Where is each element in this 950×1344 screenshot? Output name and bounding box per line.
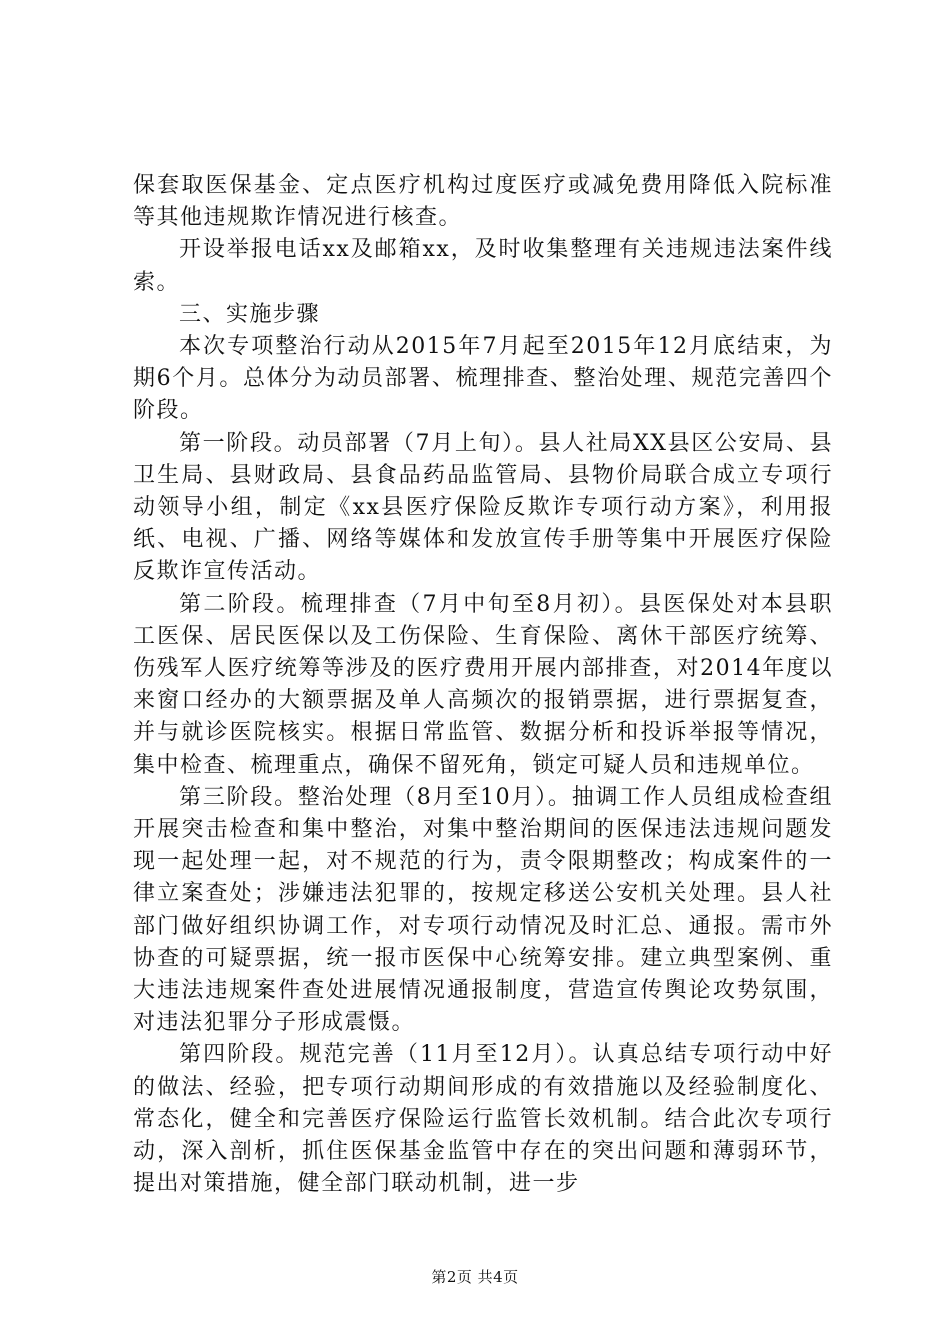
page-number-label: 第2页 共4页 xyxy=(431,1268,519,1286)
paragraph-stage-four: 第四阶段。规范完善（11月至12月）。认真总结专项行动中好的做法、经验，把专项行动期间形成的有效措施以及经验制度化、常态化，健全和完善医疗保险运行监管长效机制。结合此次专项行动，深入剖析，抓住医保基金监管中存在的突出问题和薄弱环节，提出对策措施，健全部门联动机制，进一步 xyxy=(133,1042,833,1197)
document-body xyxy=(133,170,833,1201)
paragraph-stage-two: 第二阶段。梳理排查（7月中旬至8月初）。县医保处对本县职工医保、居民医保以及工伤保险、生育保险、离休干部医疗统筹、伤残军人医疗统筹等涉及的医疗费用开展内部排查，对2014年度以来窗口经办的大额票据及单人高频次的报销票据，进行票据复查，并与就诊医院核实。根据日常监管、数据分析和投诉举报等情况，集中检查、梳理重点，确保不留死角，锁定可疑人员和违规单位。 xyxy=(133,591,833,778)
paragraph-overview: 本次专项整治行动从2015年7月起至2015年12月底结束，为期6个月。总体分为动员部署、梳理排查、整治处理、规范完善四个阶段。 xyxy=(133,334,833,424)
paragraph-hotline: 开设举报电话xx及邮箱xx，及时收集整理有关违规违法案件线索。 xyxy=(133,237,833,295)
section-heading-implementation-steps: 三、实施步骤 xyxy=(179,301,321,327)
paragraph-stage-three: 第三阶段。整治处理（8月至10月）。抽调工作人员组成检查组开展突击检查和集中整治，对集中整治期间的医保违法违规问题发现一起处理一起，对不规范的行为，责令限期整改；构成案件的一律立案查处；涉嫌违法犯罪的，按规定移送公安机关处理。县人社部门做好组织协调工作，对专项行动情况及时汇总、通报。需市外协查的可疑票据，统一报市医保中心统筹安排。建立典型案例、重大违法违规案件查处进展情况通报制度，营造宣传舆论攻势氛围，对违法犯罪分子形成震慑。 xyxy=(133,784,833,1036)
page-footer xyxy=(0,1267,950,1287)
paragraph-continuation: 保套取医保基金、定点医疗机构过度医疗或减免费用降低入院标准等其他违规欺诈情况进行核查。 xyxy=(133,173,833,231)
paragraph-stage-one: 第一阶段。动员部署（7月上旬）。县人社局XX县区公安局、县卫生局、县财政局、县食品药品监管局、县物价局联合成立专项行动领导小组，制定《xx县医疗保险反欺诈专项行动方案》，利用报纸、电视、广播、网络等媒体和发放宣传手册等集中开展医疗保险反欺诈宣传活动。 xyxy=(133,430,833,585)
